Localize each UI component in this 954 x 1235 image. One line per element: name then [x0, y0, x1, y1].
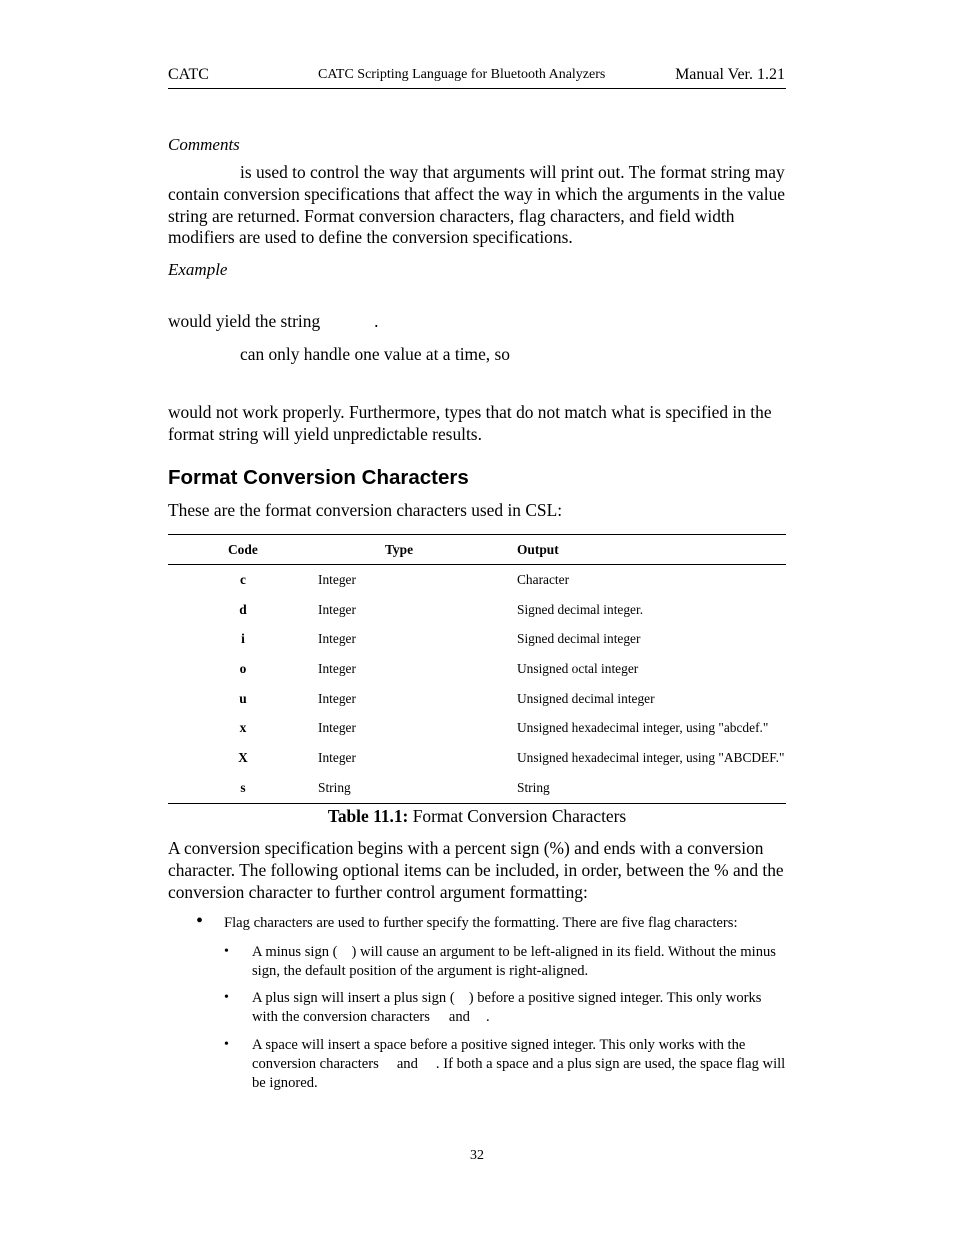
- page-number: 32: [470, 1148, 484, 1163]
- table-row: [168, 684, 786, 714]
- header-version: Manual Ver. 1.21: [675, 66, 785, 83]
- header-type: Type: [318, 535, 517, 565]
- table-caption-text: Format Conversion Characters: [412, 806, 627, 826]
- sub-bullet-marker: •: [224, 1037, 229, 1052]
- row-output: String: [517, 773, 786, 803]
- sub-bullet-marker: •: [224, 944, 229, 959]
- row-output: Unsigned hexadecimal integer, using "ABCDEF.": [517, 749, 785, 765]
- bullet-marker: •: [196, 910, 204, 932]
- comments-paragraph-text: is used to control the way that arguments will print out. The format string may contain conversion specifications that affect the way in which the arguments in the value string are returned. Format conversion characters, flag characters, and field width modifiers are used to define the conversion specifications.: [168, 162, 786, 248]
- space-flag-and: and: [396, 1056, 418, 1072]
- space-flag-text-a: A space will insert a space before a positive signed integer. This only works with the conversion characters: [252, 1037, 746, 1072]
- comments-paragraph: [168, 162, 786, 249]
- space-flag-item: [252, 1036, 786, 1093]
- section-heading: Format Conversion Characters: [168, 466, 469, 489]
- row-code: o: [239, 660, 247, 676]
- table-row: [168, 565, 786, 595]
- table-row: [168, 743, 786, 773]
- row-code: x: [239, 720, 247, 736]
- table-caption: [168, 806, 786, 827]
- yield-end: .: [374, 311, 379, 331]
- table-row: [168, 624, 786, 654]
- plus-flag-end: .: [485, 1009, 490, 1025]
- row-code: c: [240, 571, 246, 587]
- row-type: Integer: [318, 571, 356, 587]
- header-title: CATC Scripting Language for Bluetooth Analyzers: [318, 67, 606, 82]
- flag-intro: Flag characters are used to further specify the formatting. There are five flag characters:: [224, 915, 738, 931]
- sub-bullet-marker: •: [224, 990, 229, 1005]
- page-header: [168, 64, 786, 89]
- table-row: [168, 773, 786, 803]
- comments-label: Comments: [168, 135, 240, 154]
- section-intro: These are the format conversion characters used in CSL:: [168, 500, 563, 520]
- example-label: Example: [168, 260, 228, 279]
- table-header-row: [168, 535, 786, 565]
- table-row: [168, 713, 786, 743]
- row-code: u: [239, 690, 247, 706]
- format-conversion-table: [168, 534, 786, 804]
- plus-flag-text-a: A plus sign will insert a plus sign (: [252, 990, 455, 1006]
- row-output: Signed decimal integer.: [517, 601, 644, 617]
- row-output: Unsigned octal integer: [517, 660, 639, 676]
- minus-flag-text-b: ) will cause an argument to be left-aligned in its field. Without the minus sign, the default position of the argument is right-aligned.: [252, 944, 776, 979]
- table-caption-label: Table 11.1:: [327, 806, 409, 826]
- row-code: s: [168, 773, 318, 803]
- plus-flag-item: [252, 989, 786, 1027]
- one-value-text: can only handle one value at a time, so: [240, 344, 510, 364]
- row-type: Integer: [318, 749, 356, 765]
- not-work-paragraph: would not work properly. Furthermore, types that do not match what is specified in the format string will yield unpredictable results.: [168, 402, 772, 444]
- table-row: [168, 654, 786, 684]
- row-output: Signed decimal integer: [517, 631, 641, 647]
- plus-flag-text-b: ) before a positive signed integer. This only works with the conversion characters: [252, 990, 762, 1025]
- header-output: Output: [517, 535, 786, 565]
- row-type: Integer: [318, 601, 356, 617]
- row-type: String: [318, 773, 517, 803]
- minus-flag-text-a: A minus sign (: [252, 944, 338, 960]
- row-code: d: [239, 601, 247, 617]
- table-row: [168, 595, 786, 625]
- header-code: Code: [168, 535, 318, 565]
- row-type: Integer: [318, 690, 356, 706]
- row-code: i: [241, 631, 245, 647]
- yield-line: [168, 311, 786, 333]
- row-type: Integer: [318, 660, 356, 676]
- header-left: CATC: [168, 66, 209, 83]
- row-code: X: [238, 749, 248, 765]
- minus-flag-item: [252, 943, 786, 981]
- plus-flag-and: and: [448, 1009, 470, 1025]
- row-type: Integer: [318, 631, 356, 647]
- yield-text: would yield the string: [168, 311, 321, 331]
- row-output: Character: [517, 571, 570, 587]
- row-output: Unsigned hexadecimal integer, using "abcdef.": [517, 720, 769, 736]
- conversion-paragraph: A conversion specification begins with a percent sign (%) and ends with a conversion character. The following optional items can be included, in order, between the % and the conversion character to further control argument formatting:: [168, 838, 784, 902]
- row-output: Unsigned decimal integer: [517, 690, 655, 706]
- space-flag-text-b: . If both a space and a plus sign are used, the space flag will be ignored.: [252, 1056, 786, 1091]
- one-value-line: [168, 344, 786, 366]
- row-type: Integer: [318, 720, 356, 736]
